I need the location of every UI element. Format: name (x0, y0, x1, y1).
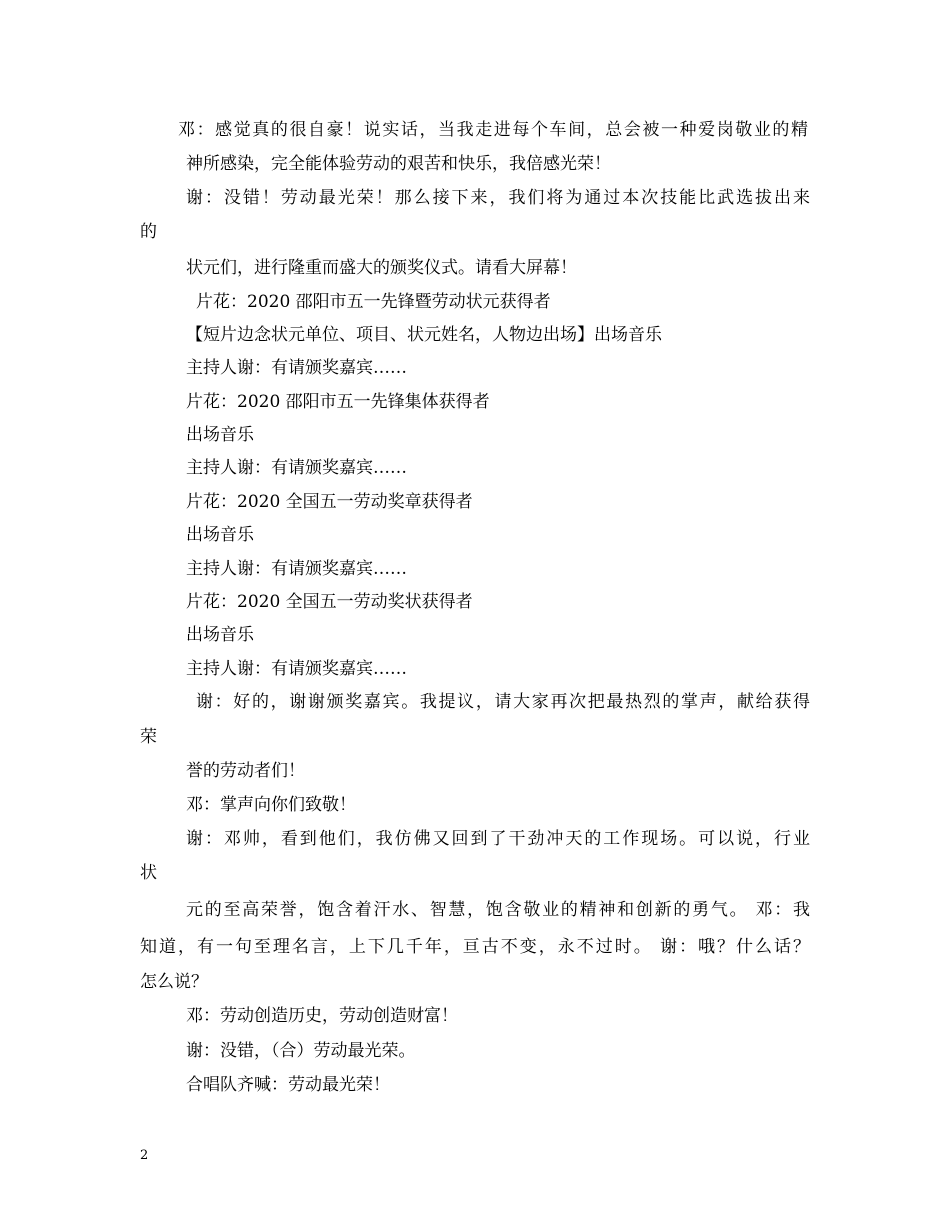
text-line: 邓：劳动创造历史，劳动创造财富！ (186, 1006, 458, 1026)
text-line: 合唱队齐喊：劳动最光荣！ (186, 1075, 390, 1095)
text-line: 誉的劳动者们！ (186, 761, 305, 781)
text-line: 主持人谢：有请颁奖嘉宾…… (186, 659, 407, 679)
text-line: 主持人谢：有请颁奖嘉宾…… (186, 458, 407, 478)
text-line: 片花：2020 邵阳市五一先锋暨劳动状元获得者 (196, 292, 551, 312)
text-line: 谢：好的，谢谢颁奖嘉宾。我提议，请大家再次把最热烈的掌声，献给获得 (196, 692, 810, 712)
text-line: 主持人谢：有请颁奖嘉宾…… (186, 358, 407, 378)
text-line: 片花：2020 全国五一劳动奖状获得者 (186, 592, 473, 612)
text-line: 邓：掌声向你们致敬！ (186, 795, 356, 815)
text-line: 神所感染，完全能体验劳动的艰苦和快乐，我倍感光荣！ (186, 154, 611, 174)
text-line: 片花：2020 全国五一劳动奖章获得者 (186, 492, 473, 512)
text-line: 出场音乐 (186, 425, 254, 445)
text-line: 【短片边念状元单位、项目、状元姓名，人物边出场】出场音乐 (186, 325, 662, 345)
text-line: 谢：没错，（合）劳动最光荣。 (186, 1041, 416, 1061)
text-line: 出场音乐 (186, 525, 254, 545)
text-line: 状 (140, 863, 157, 883)
text-line: 怎么说？ (140, 972, 208, 992)
page-number: 2 (140, 1148, 149, 1163)
text-line: 谢：没错！劳动最光荣！那么接下来，我们将为通过本次技能比武选拔出来 (186, 188, 810, 208)
text-line: 荣 (140, 727, 157, 747)
text-line: 状元们，进行隆重而盛大的颁奖仪式。请看大屏幕！ (186, 258, 577, 278)
text-line: 邓：感觉真的很自豪！说实话，当我走进每个车间，总会被一种爱岗敬业的精 (178, 120, 808, 140)
text-line: 主持人谢：有请颁奖嘉宾…… (186, 559, 407, 579)
text-line: 片花：2020 邵阳市五一先锋集体获得者 (186, 392, 490, 412)
text-line: 出场音乐 (186, 625, 254, 645)
text-line: 谢：邓帅，看到他们，我仿佛又回到了干劲冲天的工作现场。可以说，行业 (186, 829, 810, 849)
text-line: 元的至高荣誉，饱含着汗水、智慧，饱含敬业的精神和创新的勇气。 邓：我 (186, 900, 810, 920)
text-line: 知道，有一句至理名言，上下几千年，亘古不变，永不过时。 谢：哦？什么话？ (140, 937, 810, 957)
text-line: 的 (140, 222, 157, 242)
